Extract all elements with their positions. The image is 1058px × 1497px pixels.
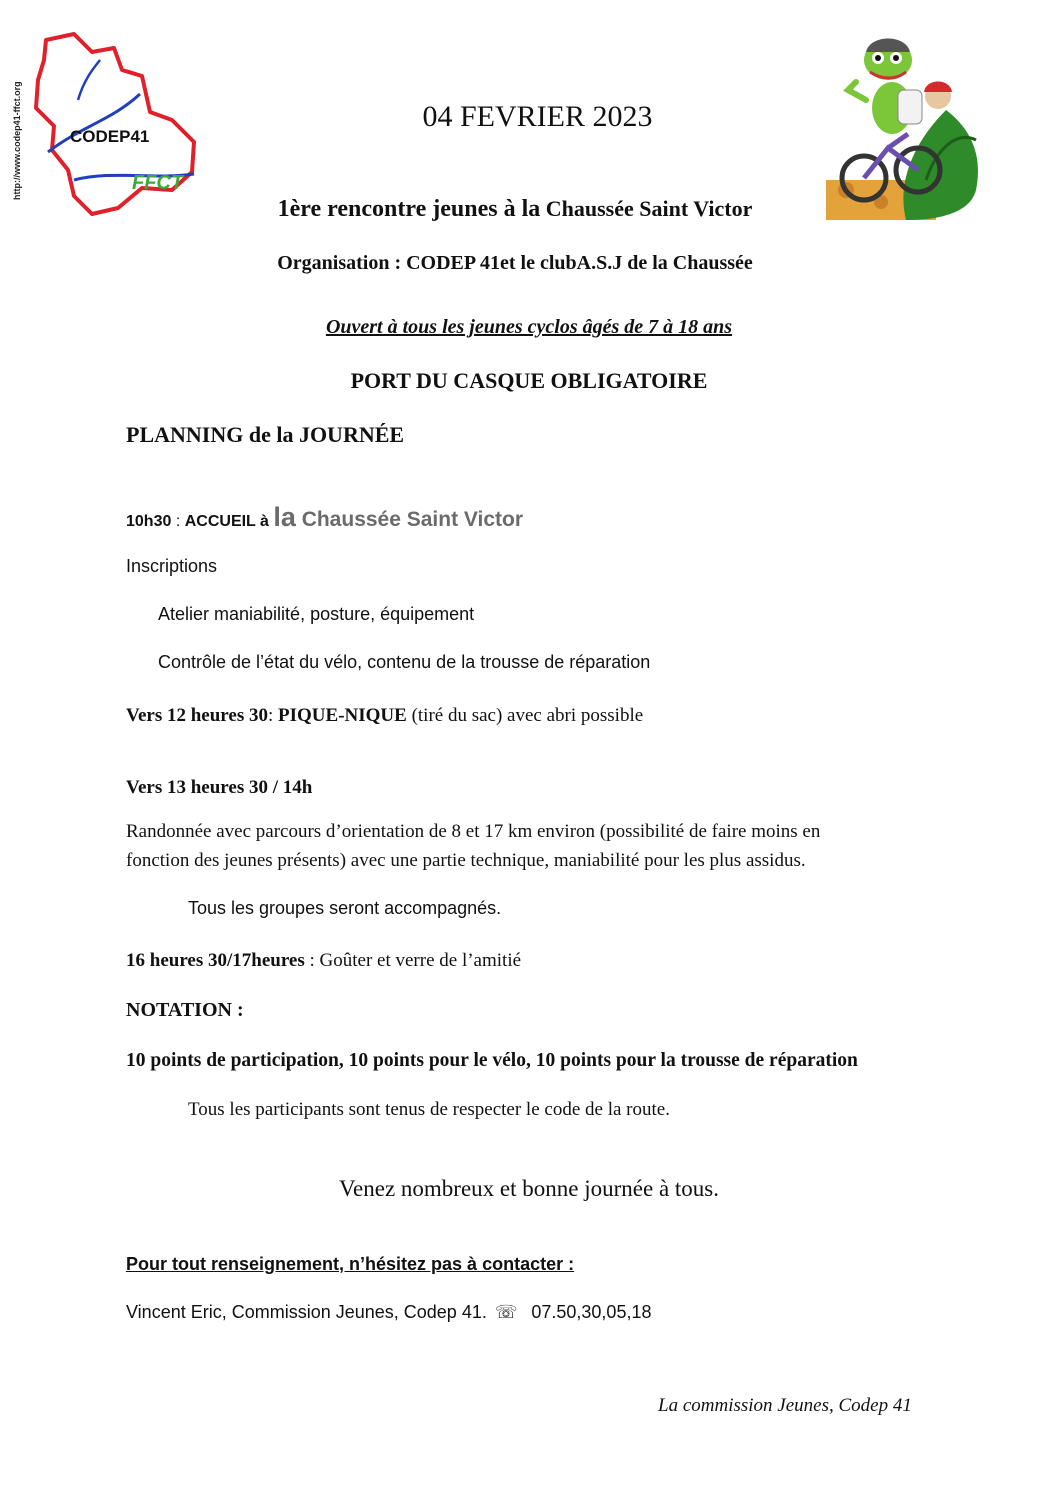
inscriptions-item: Inscriptions bbox=[126, 556, 218, 576]
closing-message: Venez nombreux et bonne journée à tous. bbox=[338, 1176, 720, 1201]
randonnee-line-2: fonction des jeunes présents) avec une partie technique, maniabilité pour les plus assidus. bbox=[126, 850, 806, 871]
accueil-place bbox=[273, 502, 524, 532]
accueil-time: 10h30 bbox=[126, 513, 172, 530]
gouter-line bbox=[126, 950, 521, 972]
atelier-item: Atelier maniabilité, posture, équipement bbox=[158, 604, 475, 624]
logo-url-text: http://www.codep41-ffct.org bbox=[12, 81, 22, 200]
gouter-detail: : Goûter et verre de l’amitié bbox=[304, 950, 522, 971]
accueil-line bbox=[126, 502, 523, 533]
contact-phone: 07.50,30,05,18 bbox=[531, 1302, 652, 1322]
event-title-place: Chaussée Saint Victor bbox=[545, 196, 753, 221]
helmet-notice: PORT DU CASQUE OBLIGATOIRE bbox=[350, 368, 708, 393]
pique-nique-line bbox=[126, 705, 643, 727]
contact-heading: Pour tout renseignement, n’hésitez pas à contacter : bbox=[126, 1254, 575, 1274]
logo-ffct-text: FFCT bbox=[132, 172, 184, 194]
event-title bbox=[0, 196, 1030, 223]
open-to-line: Ouvert à tous les jeunes cyclos âgés de 7 à 18 ans bbox=[325, 316, 733, 338]
accueil-separator: : bbox=[171, 513, 185, 530]
notation-points: 10 points de participation, 10 points pour le vélo, 10 points pour la trousse de réparation bbox=[126, 1050, 858, 1071]
contact-name: Vincent Eric, Commission Jeunes, Codep 41. bbox=[126, 1302, 487, 1322]
event-title-prefix: 1ère rencontre jeunes à la bbox=[277, 196, 541, 222]
phone-icon: ☏ bbox=[494, 1302, 518, 1323]
controle-item: Contrôle de l’état du vélo, contenu de la trousse de réparation bbox=[158, 652, 651, 672]
randonnee-line-1: Randonnée avec parcours d’orientation de 8 et 17 km environ (possibilité de faire moins en bbox=[126, 821, 821, 842]
accueil-place-name: Chaussée Saint Victor bbox=[295, 508, 524, 531]
signature: La commission Jeunes, Codep 41 bbox=[658, 1395, 912, 1416]
pique-nique-detail: (tiré du sac) avec abri possible bbox=[406, 705, 644, 726]
organisation-line: Organisation : CODEP 41et le clubA.S.J de la Chaussée bbox=[277, 252, 753, 274]
pique-nique-separator: : bbox=[267, 705, 279, 726]
logo-codep-text: CODEP41 bbox=[70, 127, 150, 146]
pique-nique-label: PIQUE-NIQUE bbox=[278, 705, 407, 726]
gouter-time: 16 heures 30/17heures bbox=[126, 950, 305, 971]
planning-heading: PLANNING de la JOURNÉE bbox=[126, 422, 405, 447]
participants-rule: Tous les participants sont tenus de respecter le code de la route. bbox=[188, 1099, 670, 1120]
afternoon-time-heading: Vers 13 heures 30 / 14h bbox=[126, 777, 313, 798]
pique-nique-time: Vers 12 heures 30 bbox=[126, 705, 268, 726]
notation-heading: NOTATION : bbox=[126, 999, 244, 1021]
groupes-line: Tous les groupes seront accompagnés. bbox=[188, 898, 502, 918]
contact-line bbox=[126, 1302, 651, 1323]
accueil-label: ACCUEIL à bbox=[184, 513, 274, 530]
accueil-place-la: la bbox=[273, 502, 296, 532]
event-date: 04 FEVRIER 2023 bbox=[422, 100, 653, 133]
